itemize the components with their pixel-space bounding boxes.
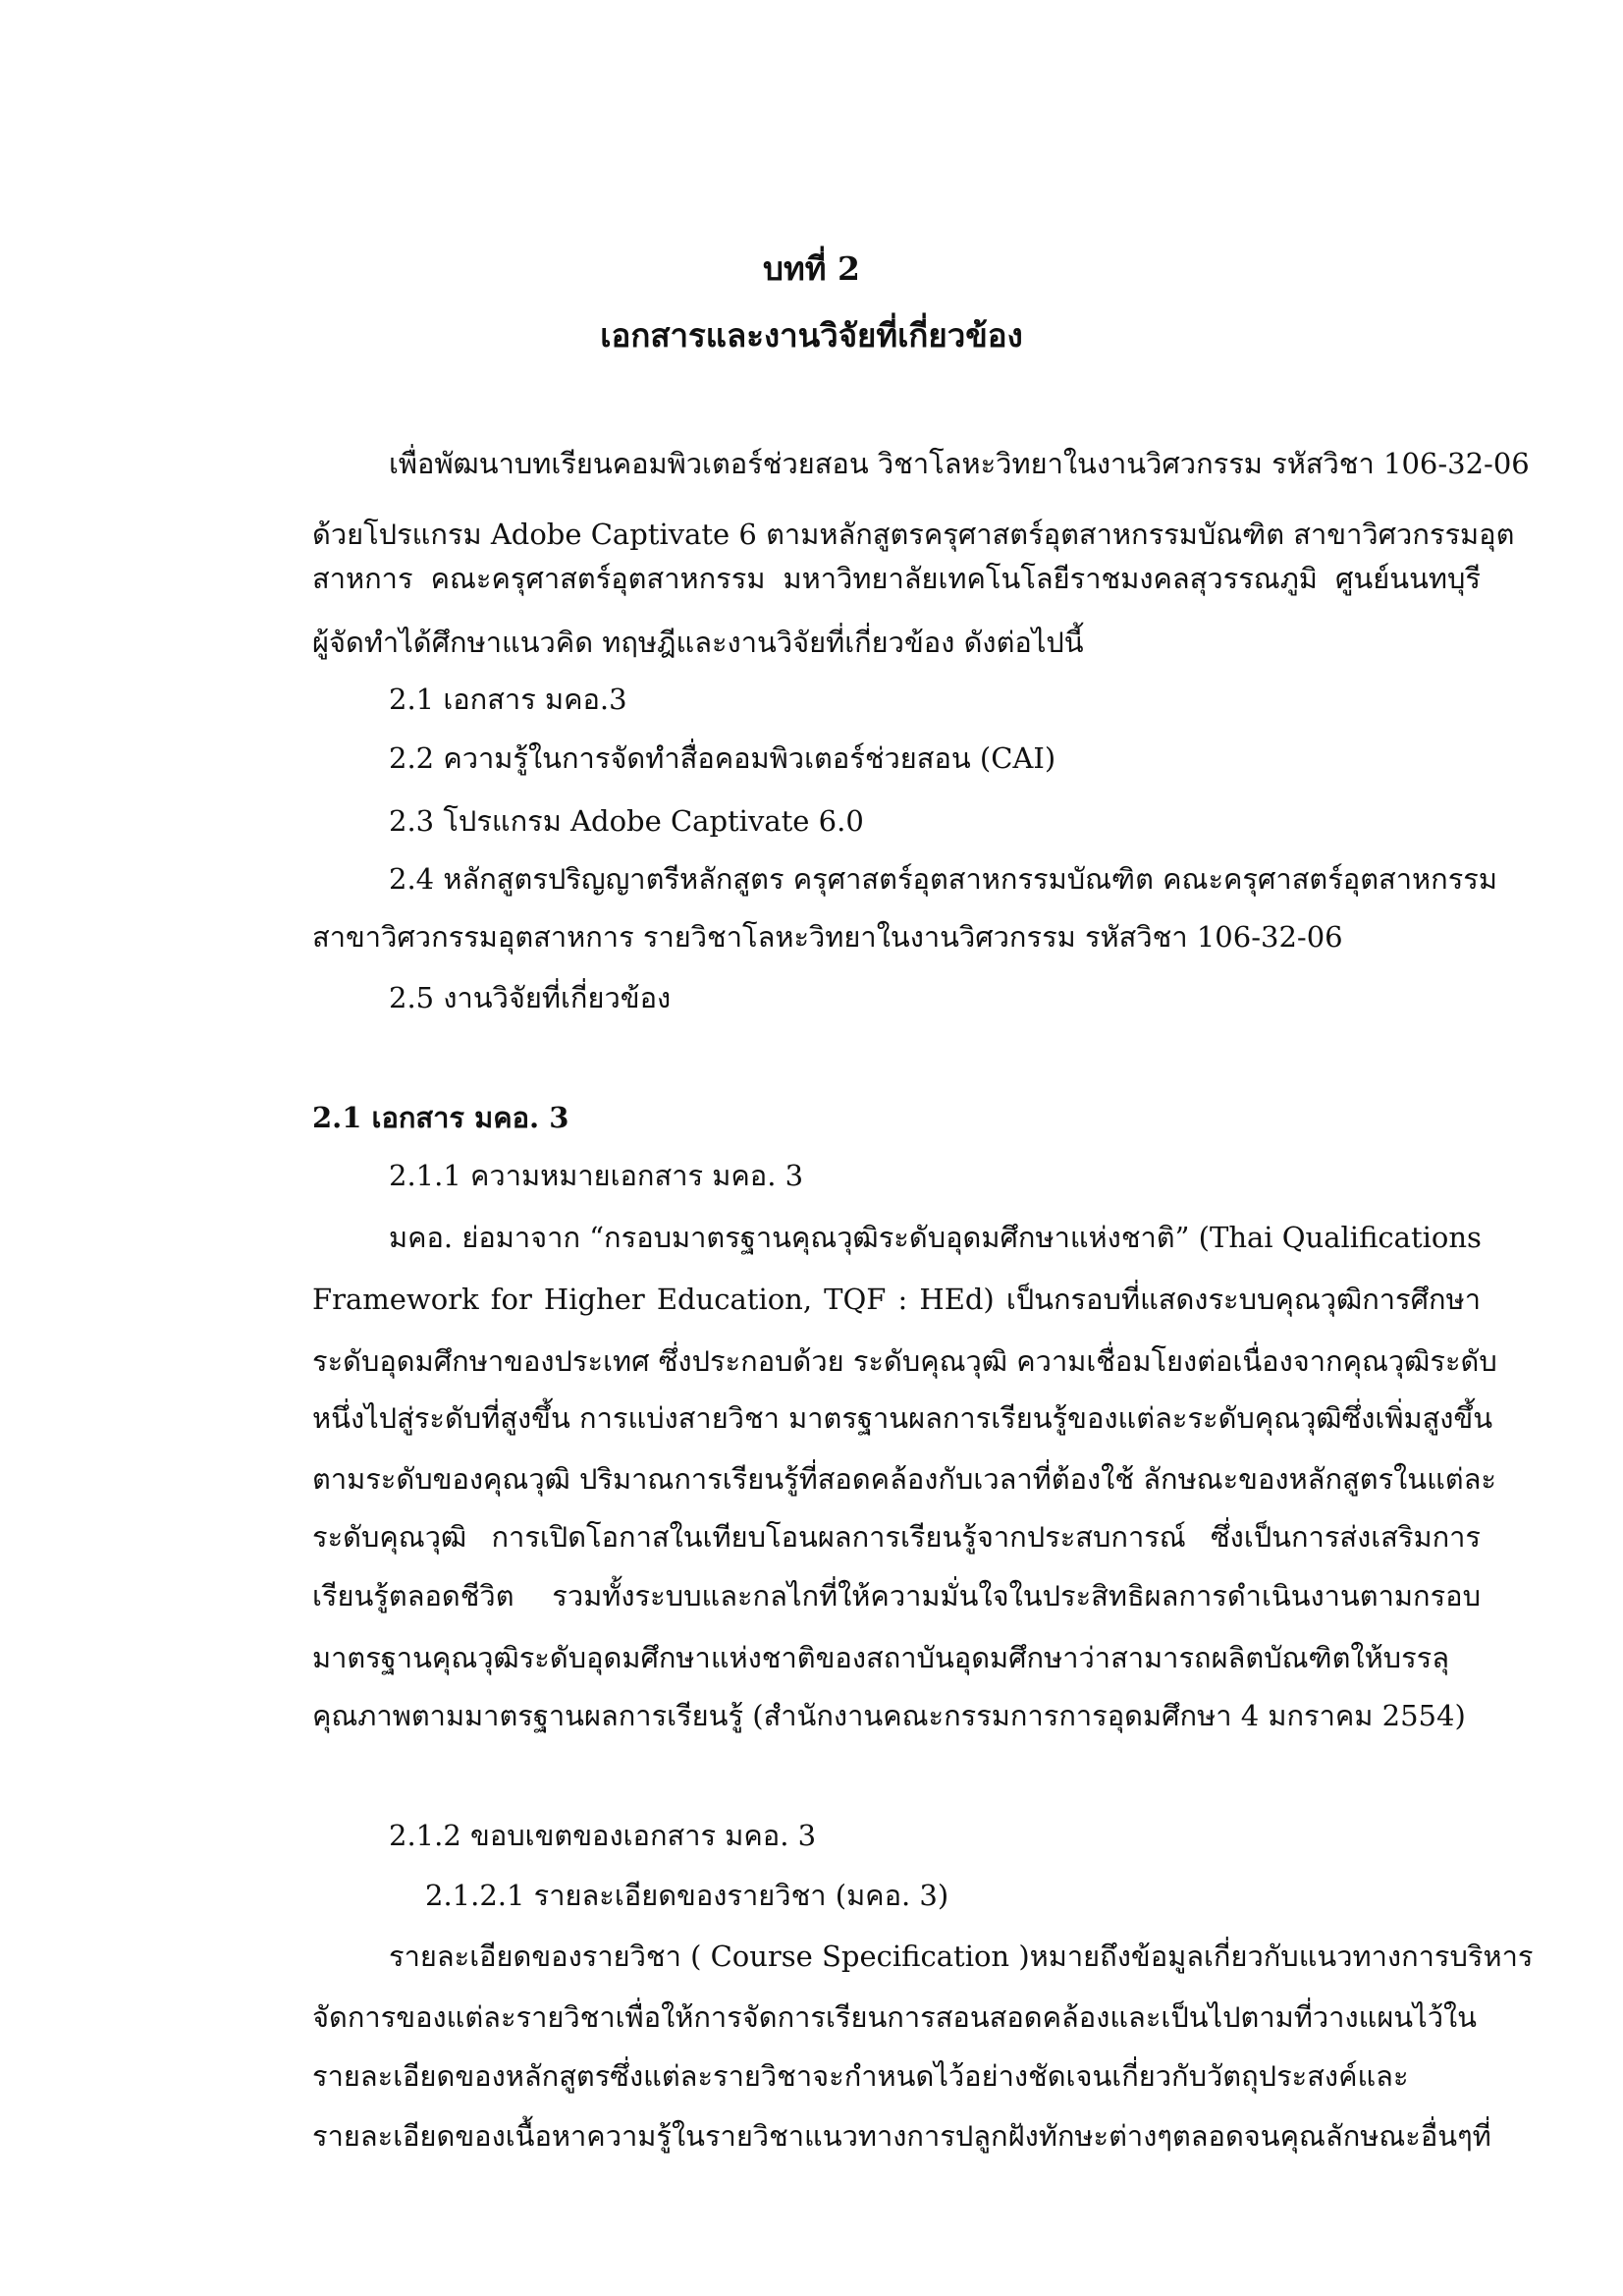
intro-line: สาหการ คณะครุศาสตร์อุตสาหกรรม มหาวิทยาลัยเทคโนโลยีราชมงคลสุวรรณภูมิ ศูนย์นนทบุรี <box>312 562 1481 595</box>
paragraph-line: หนึ่งไปสู่ระดับที่สูงขึ้น การแบ่งสายวิชา มาตรฐานผลการเรียนรู้ของแต่ละระดับคุณวุฒิซึ่งเพิ่มสูงขึ้น <box>312 1401 1493 1435</box>
toc-item: 2.1 เอกสาร มคอ.3 <box>389 683 627 716</box>
paragraph-line: มาตรฐานคุณวุฒิระดับอุดมศึกษาแห่งชาติของสถาบันอุดมศึกษาว่าสามารถผลิตบัณฑิตให้บรรลุ <box>312 1641 1450 1674</box>
paragraph-line: จัดการของแต่ละรายวิชาเพื่อให้การจัดการเรียนการสอนสอดคล้องและเป็นไปตามที่วางแผนไว้ใน <box>312 2000 1477 2034</box>
paragraph-line: รายละเอียดของหลักสูตรซึ่งแต่ละรายวิชาจะกำหนดไว้อย่างชัดเจนเกี่ยวกับวัตถุประสงค์และ <box>312 2059 1409 2093</box>
paragraph-line: Framework for Higher Education, TQF : HEd) เป็นกรอบที่แสดงระบบคุณวุฒิการศึกษา <box>312 1283 1481 1316</box>
intro-line: ด้วยโปรแกรม Adobe Captivate 6 ตามหลักสูตรครุศาสตร์อุตสาหกรรมบัณฑิต สาขาวิศวกรรมอุต <box>312 518 1515 551</box>
paragraph-line: ตามระดับของคุณวุฒิ ปริมาณการเรียนรู้ที่สอดคล้องกับเวลาที่ต้องใช้ ลักษณะของหลักสูตรในแต่ละ <box>312 1462 1496 1496</box>
toc-item: 2.5 งานวิจัยที่เกี่ยวข้อง <box>389 981 672 1014</box>
paragraph-line: เรียนรู้ตลอดชีวิต รวมทั้งระบบและกลไกที่ให้ความมั่นใจในประสิทธิผลการดำเนินงานตามกรอบ <box>312 1579 1481 1613</box>
paragraph-line: รายละเอียดของเนื้อหาความรู้ในรายวิชาแนวทางการปลูกฝังทักษะต่างๆตลอดจนคุณลักษณะอื่นๆที่ <box>312 2119 1491 2153</box>
toc-item: 2.4 หลักสูตรปริญญาตรีหลักสูตร ครุศาสตร์อุตสาหกรรมบัณฑิต คณะครุศาสตร์อุตสาหกรรม <box>389 862 1497 896</box>
section-heading: 2.1 เอกสาร มคอ. 3 <box>312 1101 569 1134</box>
toc-item: 2.2 ความรู้ในการจัดทำสื่อคอมพิวเตอร์ช่วยสอน (CAI) <box>389 741 1056 775</box>
paragraph-line: รายละเอียดของรายวิชา ( Course Specification )หมายถึงข้อมูลเกี่ยวกับแนวทางการบริหาร <box>389 1940 1534 1973</box>
sub-heading: 2.1.1 ความหมายเอกสาร มคอ. 3 <box>389 1159 804 1192</box>
paragraph-line: ระดับคุณวุฒิ การเปิดโอกาสในเทียบโอนผลการเรียนรู้จากประสบการณ์ ซึ่งเป็นการส่งเสริมการ <box>312 1520 1481 1554</box>
intro-line: ผู้จัดทำได้ศึกษาแนวคิด ทฤษฎีและงานวิจัยที่เกี่ยวข้อง ดังต่อไปนี้ <box>312 626 1084 659</box>
intro-line: เพื่อพัฒนาบทเรียนคอมพิวเตอร์ช่วยสอน วิชาโลหะวิทยาในงานวิศวกรรม รหัสวิชา 106-32-06 <box>389 447 1530 480</box>
chapter-title: เอกสารและงานวิจัยที่เกี่ยวข้อง <box>600 316 1023 355</box>
toc-item: 2.3 โปรแกรม Adobe Captivate 6.0 <box>389 804 864 838</box>
sub-heading: 2.1.2 ขอบเขตของเอกสาร มคอ. 3 <box>389 1819 817 1852</box>
paragraph-line: คุณภาพตามมาตรฐานผลการเรียนรู้ (สำนักงานคณะกรรมการการอุดมศึกษา 4 มกราคม 2554) <box>312 1699 1466 1732</box>
chapter-number: บทที่ 2 <box>763 249 860 288</box>
paragraph-line: ระดับอุดมศึกษาของประเทศ ซึ่งประกอบด้วย ระดับคุณวุฒิ ความเชื่อมโยงต่อเนื่องจากคุณวุฒิระดับ <box>312 1344 1497 1378</box>
sub-sub-heading: 2.1.2.1 รายละเอียดของรายวิชา (มคอ. 3) <box>425 1879 949 1912</box>
paragraph-line: มคอ. ย่อมาจาก “กรอบมาตรฐานคุณวุฒิระดับอุดมศึกษาแห่งชาติ” (Thai Qualifications <box>389 1221 1482 1254</box>
toc-item-continuation: สาขาวิศวกรรมอุตสาหการ รายวิชาโลหะวิทยาในงานวิศวกรรม รหัสวิชา 106-32-06 <box>312 920 1343 954</box>
